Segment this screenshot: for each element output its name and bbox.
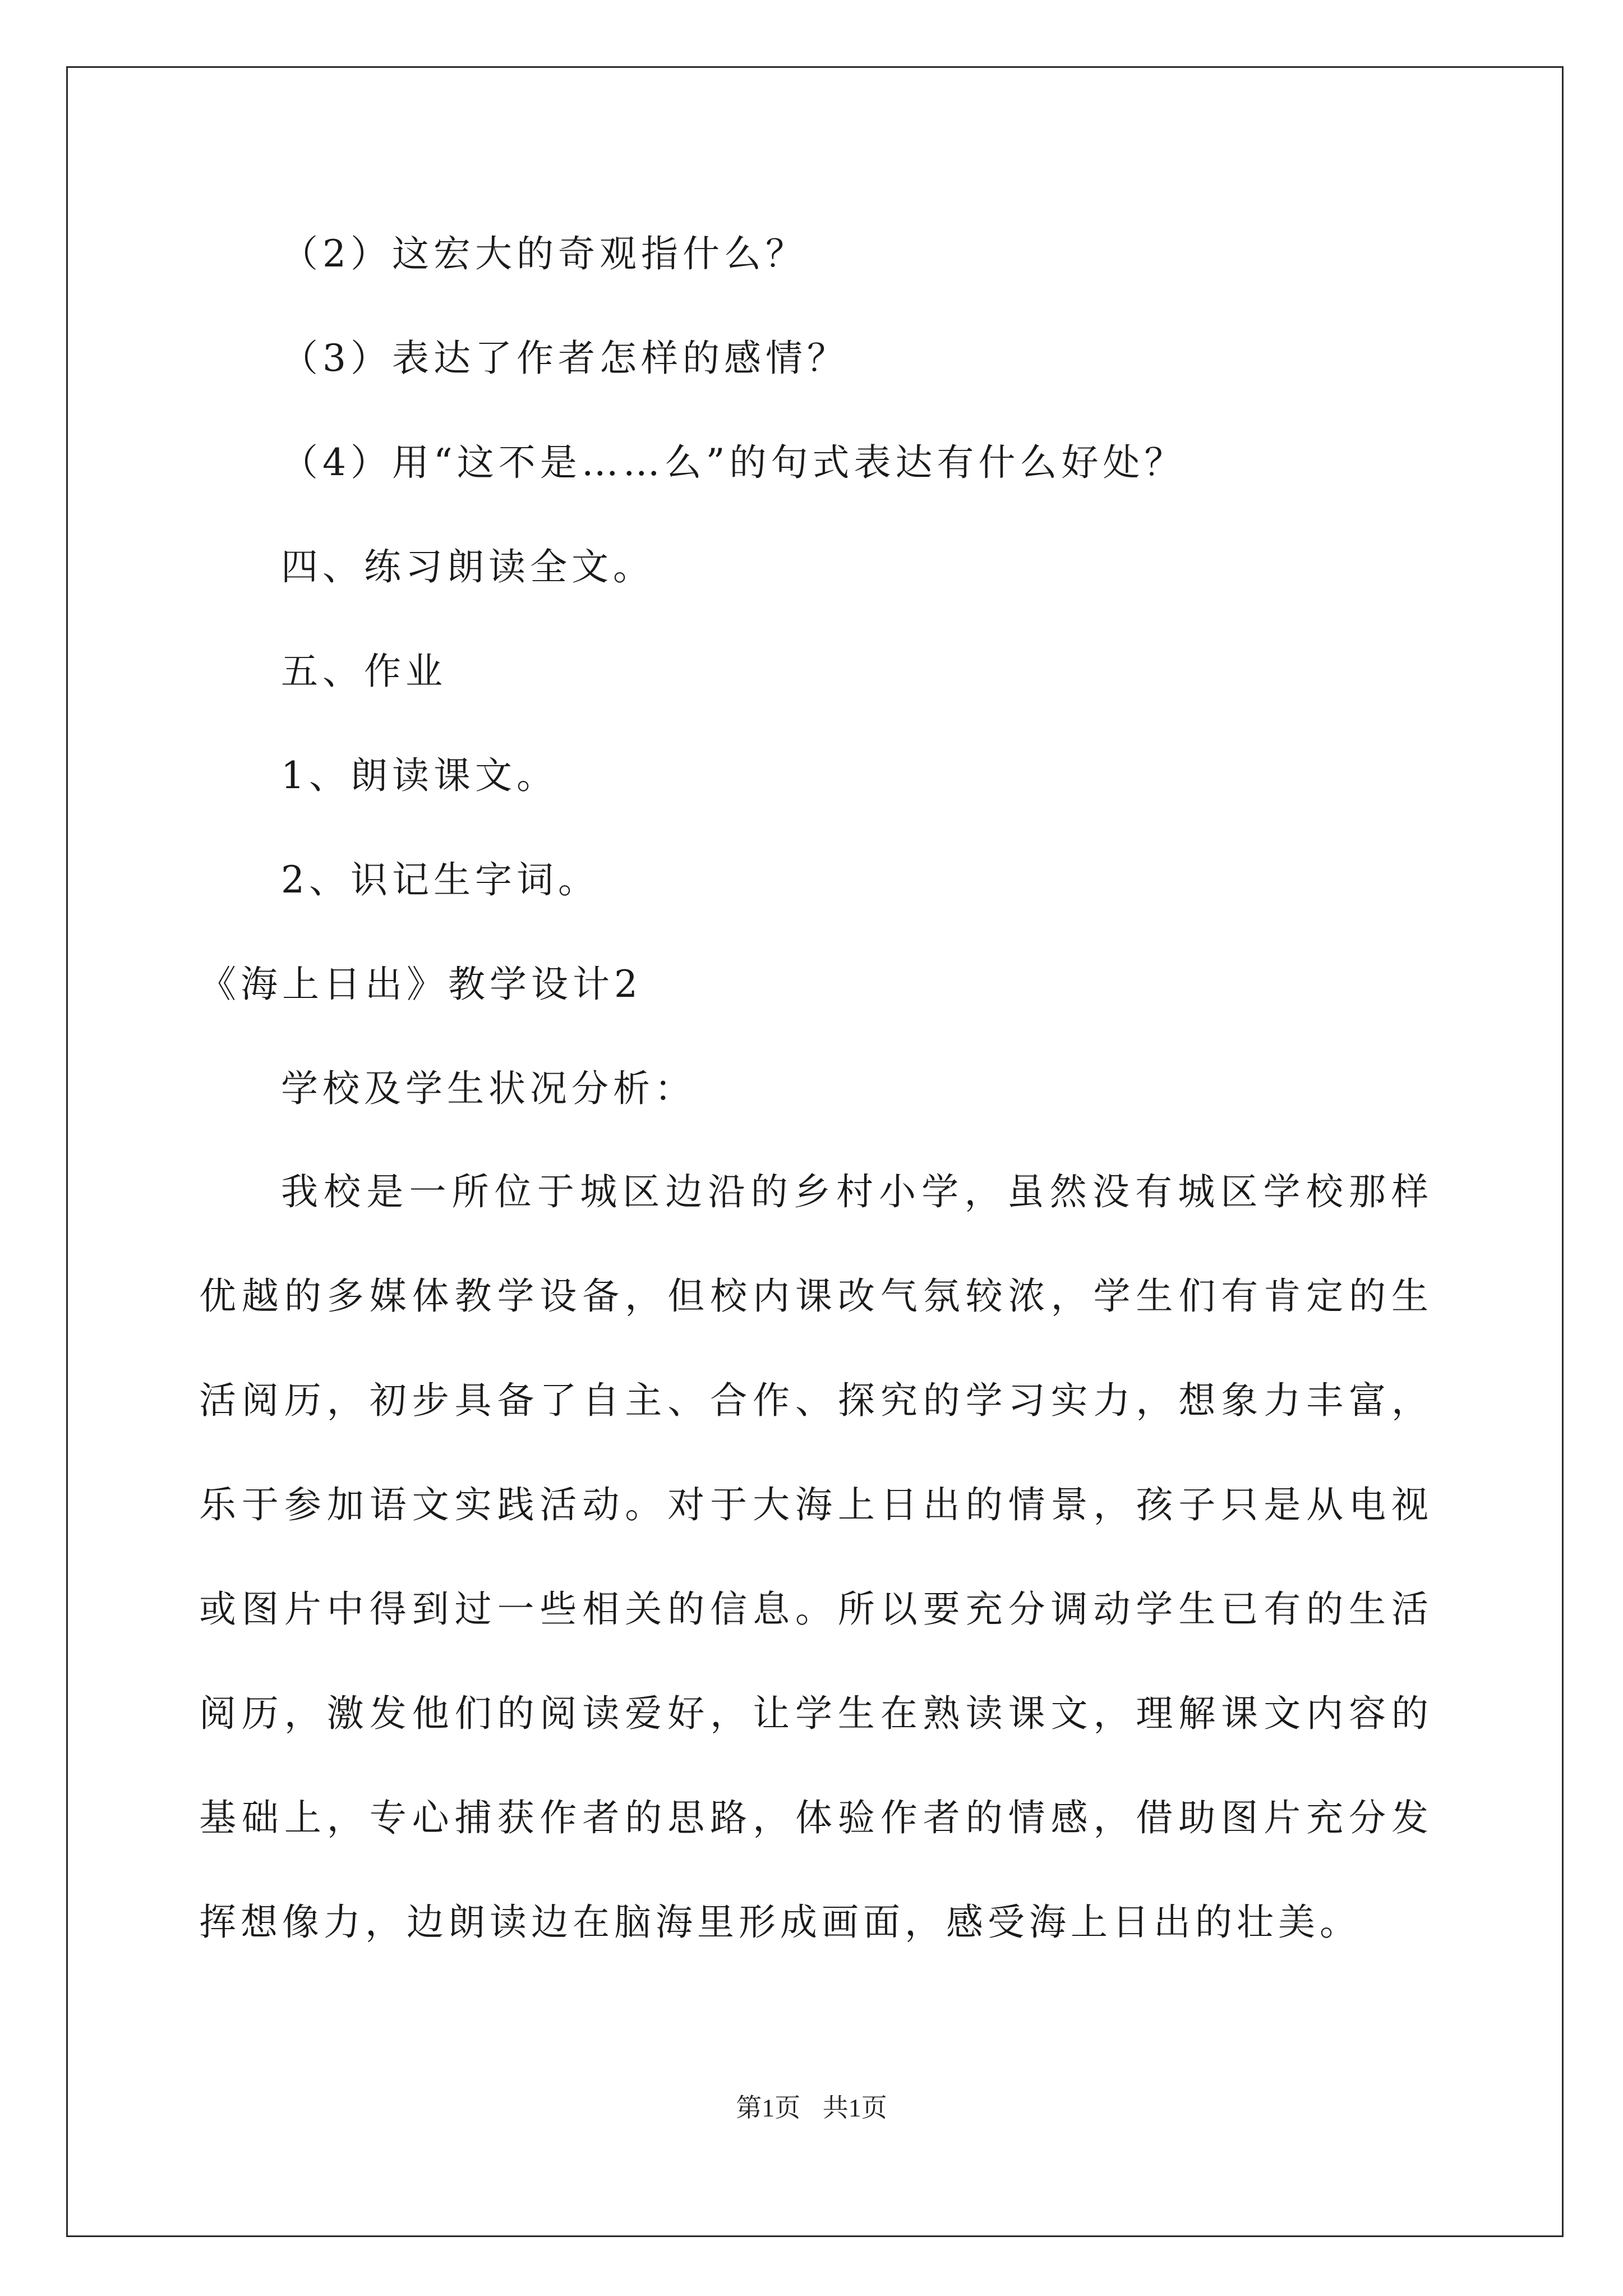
section-title: 《海上日出》教学设计2 xyxy=(199,963,642,1006)
subheading: 学校及学生状况分析： xyxy=(281,1067,696,1110)
step-four: 四、练习朗读全文。 xyxy=(281,545,654,588)
question-3: （3）表达了作者怎样的感情？ xyxy=(281,337,849,380)
page-footer xyxy=(0,2095,1623,2121)
homework-item-2: 2、识记生字词。 xyxy=(281,858,600,901)
page-total: 共1页 xyxy=(822,2093,887,2122)
homework-item-1: 1、朗读课文。 xyxy=(281,754,558,797)
analysis-paragraph: 我校是一所位于城区边沿的乡村小学，虽然没有城区学校那样优越的多媒体教学设备，但校内课改气氛较浓，学生们有肯定的生活阅历，初步具备了自主、合作、探究的学习实力，想象力丰富，乐于参加语文实践活动。对于大海上日出的情景，孩子只是从电视或图片中得到过一些相关的信息。所以要充分调动学生已有的生活阅历，激发他们的阅读爱好，让学生在熟读课文，理解课文内容的基础上，专心捕获作者的思路，体验作者的情感，借助图片充分发挥想像力，边朗读边在脑海里形成画面，感受海上日出的壮美。 xyxy=(199,1170,1433,1944)
page-number: 第1页 xyxy=(736,2093,801,2122)
question-2: （2）这宏大的奇观指什么？ xyxy=(281,232,807,275)
question-4: （4）用“这不是……么”的句式表达有什么好处？ xyxy=(281,441,1186,484)
step-five-homework: 五、作业 xyxy=(281,650,447,693)
